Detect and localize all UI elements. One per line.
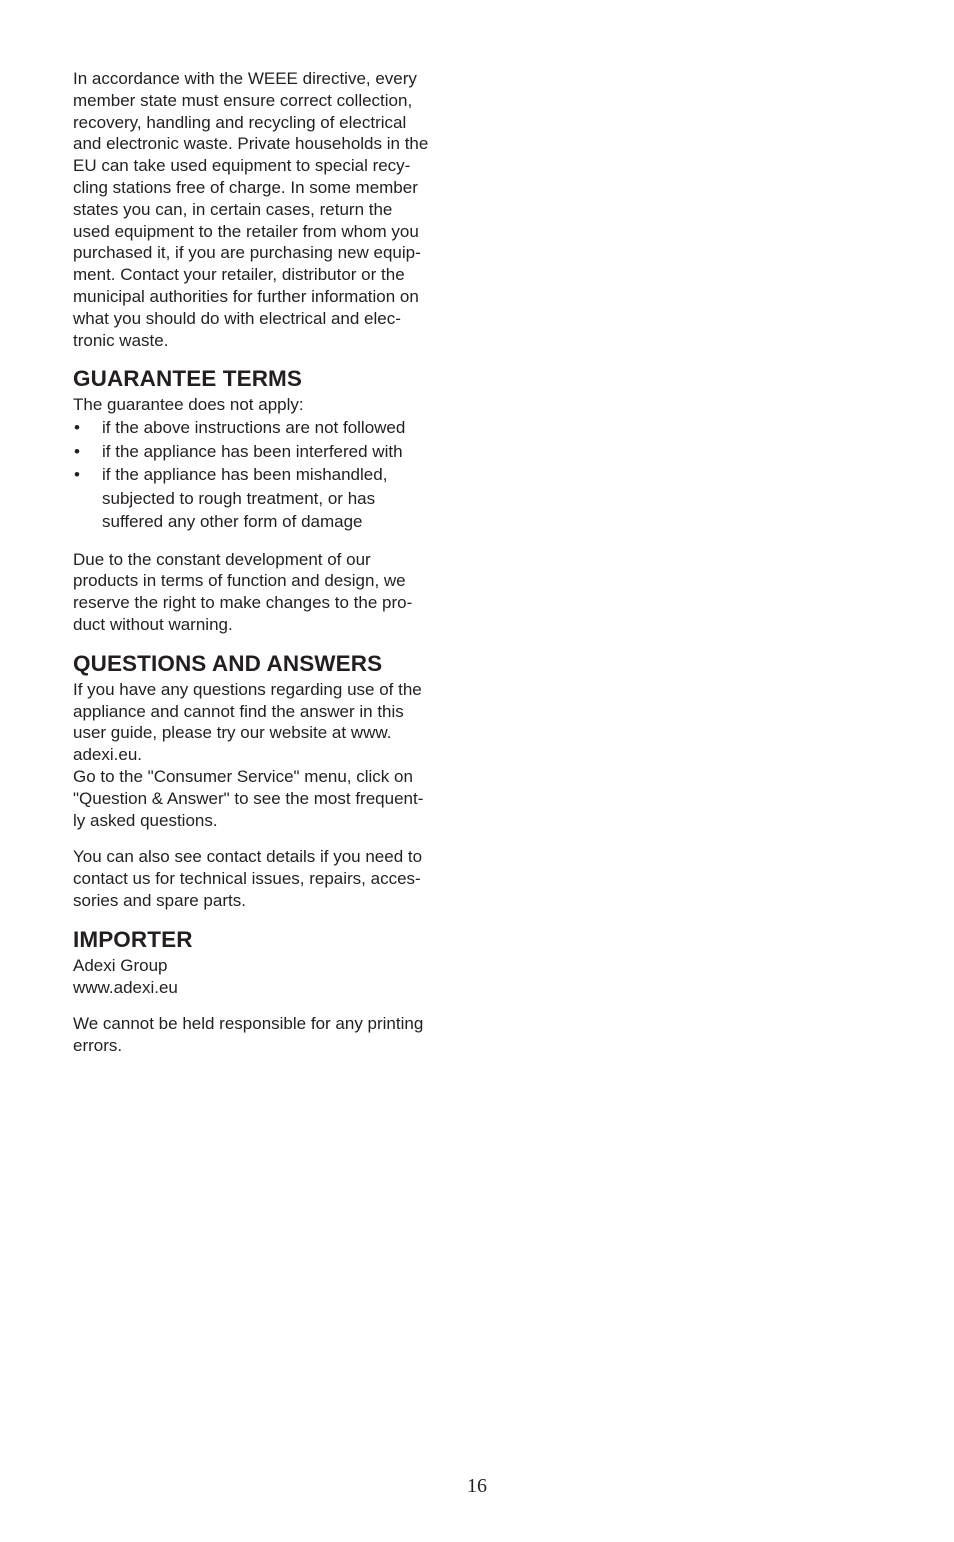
product-changes-note: Due to the constant development of our products in terms of function and design, we reserve the right to make changes to the pro- duct without warning. — [73, 549, 413, 635]
bullet-icon: • — [74, 441, 80, 461]
importer-heading: IMPORTER — [73, 926, 193, 952]
bullet-icon: • — [74, 465, 80, 485]
printing-disclaimer: We cannot be held responsible for any printing errors. — [73, 1014, 424, 1056]
importer-website: www.adexi.eu — [73, 977, 178, 997]
guarantee-heading: GUARANTEE TERMS — [73, 366, 303, 392]
list-item: • if the above instructions are not followed — [73, 416, 473, 440]
page-number: 16 — [467, 1475, 487, 1497]
text-column — [73, 68, 473, 1057]
guarantee-list — [73, 416, 473, 534]
list-item: • if the appliance has been interfered with — [73, 440, 473, 464]
qa-contact-paragraph: You can also see contact details if you need to contact us for technical issues, repairs, acces- sories and spare parts. — [73, 847, 423, 911]
importer-company: Adexi Group — [73, 955, 168, 975]
bullet-icon: • — [74, 418, 80, 438]
qa-heading: QUESTIONS AND ANSWERS — [73, 650, 383, 676]
importer-details — [73, 955, 473, 999]
qa-paragraph: If you have any questions regarding use of the appliance and cannot find the answer in this user guide, please try our website at www. adexi.eu. Go to the "Consumer Service" menu, click on "Question & Answer" to see the most frequent- ly asked questions. — [73, 679, 424, 830]
weee-paragraph: In accordance with the WEEE directive, every member state must ensure correct collection, recovery, handling and recycling of electrical and electronic waste. Private households in the EU can take used equipment to special recy- cling stations free of charge. In some member states you can, in certain cases, return the used equipment to the retailer from whom you purchased it, if you are purchasing new equip- ment. Contact your retailer, distributor or the municipal authorities for further information on what you should do with electrical and elec- tronic waste. — [73, 69, 429, 350]
guarantee-intro: The guarantee does not apply: — [73, 395, 304, 415]
list-item: • if the appliance has been mishandled, subjected to rough treatment, or has suffered any other form of damage — [74, 465, 388, 532]
guarantee-section — [73, 366, 473, 635]
importer-section — [73, 927, 473, 1057]
qa-section — [73, 651, 473, 912]
